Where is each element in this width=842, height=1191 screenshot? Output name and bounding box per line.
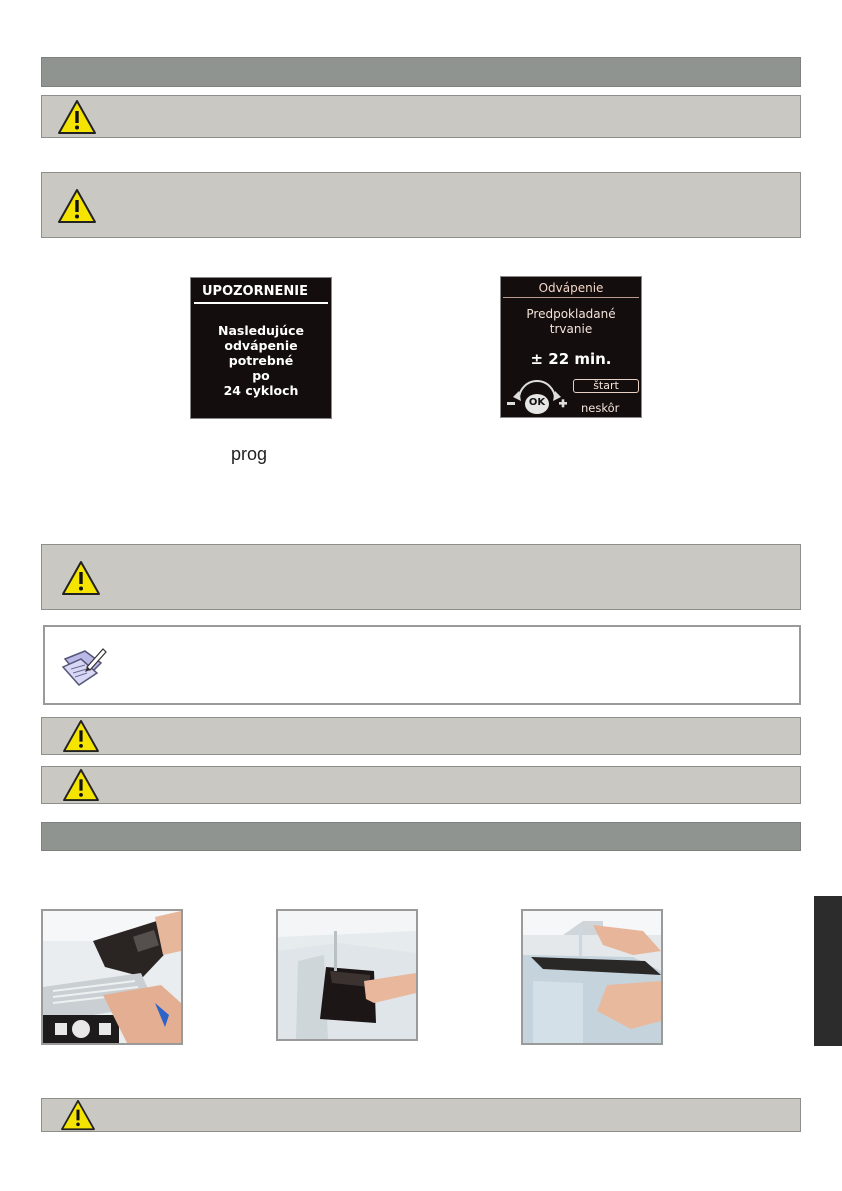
screen-line: potrebné bbox=[228, 353, 294, 368]
note-box bbox=[43, 625, 801, 705]
screen-line: trvanie bbox=[549, 322, 593, 336]
screen-line: odvápenie bbox=[224, 338, 298, 353]
warning-triangle-icon bbox=[62, 719, 100, 753]
section-header-bar-top bbox=[41, 57, 801, 87]
screen-divider bbox=[194, 302, 328, 304]
warning-triangle-icon bbox=[57, 188, 97, 224]
screen-title: UPOZORNENIE bbox=[202, 284, 308, 299]
later-label: neskôr bbox=[581, 401, 620, 415]
screen-line: Predpokladané bbox=[526, 307, 616, 321]
photo-drip-tray-removal bbox=[41, 909, 183, 1045]
screen-line: 24 cykloch bbox=[223, 383, 299, 398]
warning-triangle-icon bbox=[61, 560, 101, 596]
warning-triangle-icon bbox=[57, 99, 97, 135]
warning-box-3 bbox=[41, 544, 801, 610]
section-header-bar-cleaning bbox=[41, 822, 801, 851]
display-screen-warning bbox=[190, 277, 332, 419]
language-tab-marker bbox=[814, 896, 842, 1046]
warning-box-2 bbox=[41, 172, 801, 238]
photo-container-rinse bbox=[521, 909, 663, 1045]
warning-box-4 bbox=[41, 717, 801, 755]
warning-triangle-icon bbox=[62, 768, 100, 802]
ok-button-label: OK bbox=[528, 397, 546, 408]
warning-box-6 bbox=[41, 1098, 801, 1132]
warning-box-1 bbox=[41, 95, 801, 138]
photo-container-removal bbox=[276, 909, 418, 1041]
screen-duration: ± 22 min. bbox=[530, 350, 612, 368]
warning-box-5 bbox=[41, 766, 801, 804]
warning-triangle-icon bbox=[60, 1099, 96, 1131]
screen-line: po bbox=[252, 368, 270, 383]
display-screen-descale bbox=[500, 276, 642, 418]
screen-line: Nasledujúce bbox=[217, 323, 305, 338]
screen-title: Odvápenie bbox=[503, 280, 639, 298]
note-pen-icon bbox=[61, 645, 107, 687]
start-button[interactable]: štart bbox=[573, 379, 639, 393]
caption-prog: prog bbox=[231, 444, 268, 464]
